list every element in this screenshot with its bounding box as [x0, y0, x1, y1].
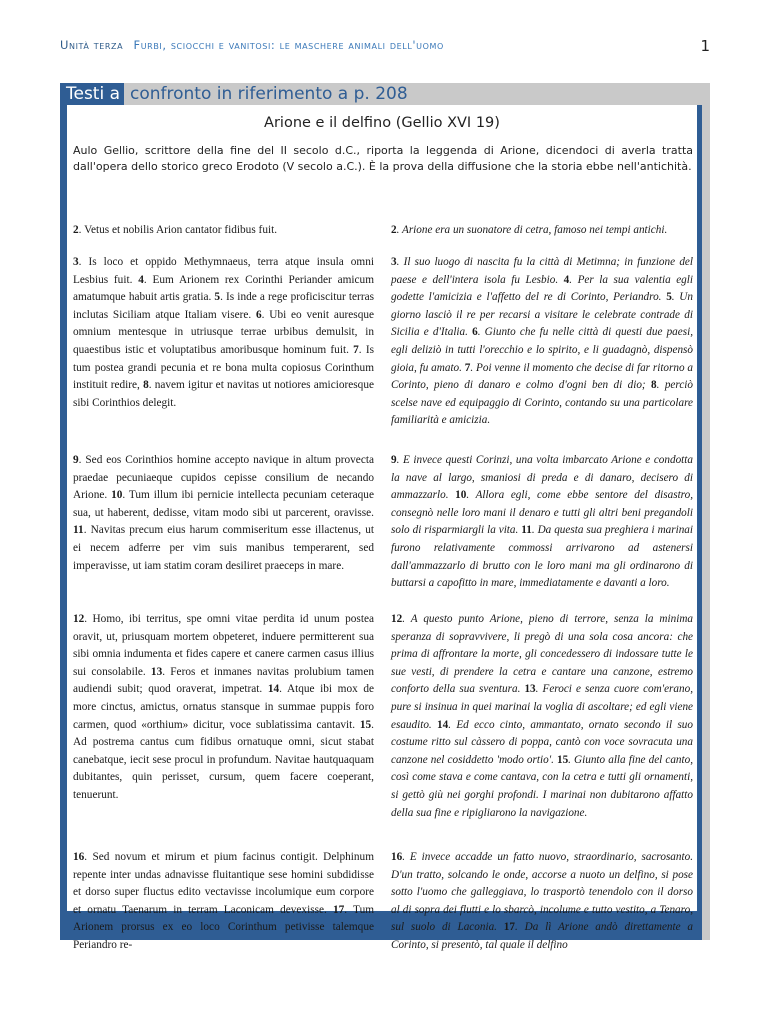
latin-verse-number: 2 — [73, 224, 79, 236]
comparison-box — [60, 83, 710, 951]
italian-verse-number: 14 — [437, 718, 449, 731]
unit-label: Unità terza — [60, 38, 124, 52]
latin-verse-text: . Sed novum et mirum et pium facinus contigit. Delphinum repente inter undas adnavisse fluitantique sese homini subdidisse et dorso super fluctus edito vectavisse incolumique eum corpore et ornatu Taenarum in terram Laconicam devexisse. — [73, 851, 374, 916]
italian-verse-text: . Da questa sua preghiera i marinai furono relativamente commossi arrivarono ad astenersi dall'ammazzarlo di brutto con le loro mani ma gli ordinarono di buttarsi a capofitto in mare, immediatamente e davanti a loro. — [391, 524, 694, 590]
italian-verse-number: 9 — [391, 454, 397, 466]
latin-verse-number: 4 — [138, 273, 144, 286]
box-content — [67, 105, 697, 951]
latin-verse-text: . Atque ibi mox de more cinctus, amictus, ornatus stansque in summae puppis foro carmen, quod «orthium» dicitur, voce sublatissima cantavit. — [73, 683, 375, 731]
story-title: Arione e il delfino (Gellio XVI 19) — [264, 115, 500, 131]
italian-verse-number: 11 — [521, 524, 532, 537]
italian-verse-number: 5 — [666, 291, 672, 304]
latin-verse-text: . Sed eos Corinthios homine accepto navique in altum provecta praedae pecuniaeque cupidos cepisse consilium de necando Arione. — [73, 454, 374, 502]
italian-verse-number: 6 — [472, 326, 478, 339]
box-title: confronto in riferimento a p. 208 — [130, 84, 408, 104]
latin-verse-text: . Vetus et nobilis Arion cantator fidibus fuit. — [78, 224, 278, 236]
italian-verse-text: . perciò scelse nave ed equipaggio di Corinto, contando su una particolare familiarità e amicizia. — [391, 379, 693, 427]
italian-verse-number: 16 — [391, 851, 403, 863]
latin-verse-number: 11 — [73, 524, 84, 537]
latin-paragraph — [73, 849, 374, 955]
italian-verse-text: . E invece accadde un fatto nuovo, straordinario, sacrosanto. D'un tratto, solcando le onde, accorse a nuoto un delfino, si pose sotto l'uomo che galleggiava, lo trasportò tenendolo con il dorso al di sopra dei flutti e lo sbarcò, incolume e tutto vestito, a Tenaro, sul suolo di Laconia. — [391, 851, 693, 934]
italian-verse-text: . Allora egli, come ebbe sentore del disastro, consegnò nelle loro mani il denaro e tutti gli altri beni pregandoli solo di risparmiargli la vita. — [391, 489, 694, 537]
latin-verse-number: 17 — [333, 903, 345, 916]
latin-verse-number: 13 — [150, 665, 163, 678]
italian-verse-text: . Giunto che fu nelle città di questi due paesi, egli deliziò in tutti l'orecchio e lo spirito, e li guadagnò, dispensò gioia, fu amato. — [391, 326, 694, 374]
italian-verse-number: 2 — [391, 224, 397, 236]
italian-verse-text: . Poi venne il momento che decise di far ritorno a Corinto, pieno di danaro e colmo d'ogni ben di dio; — [391, 361, 693, 392]
latin-verse-text: . Tum illum ibi pernicie intellecta pecuniam ceteraque sua, ut haberent, dedisse, vitam modo sibi ut parcerent, oravisse. — [73, 489, 374, 519]
italian-verse-text: . Feroci e senza cuore com'erano, pure si insinua in quei marinai la voglia di ascoltare; ed egli viene esaudito. — [391, 683, 693, 731]
latin-verse-text: . Eum Arionem rex Corinthi Periander amicum amatumque habuit artis gratia. — [73, 273, 374, 304]
italian-paragraph — [391, 452, 693, 593]
italian-verse-number: 10 — [455, 489, 467, 502]
unit-title: Furbi, sciocchi e vanitosi: le maschere animali dell'uomo — [133, 38, 444, 52]
italian-verse-number: 7 — [464, 361, 471, 374]
latin-verse-number: 6 — [256, 308, 262, 321]
italian-verse-number: 17 — [503, 921, 515, 934]
italian-paragraph — [391, 849, 693, 955]
latin-verse-number: 14 — [267, 683, 280, 696]
latin-verse-text: . Ubi eo venit auresque omnium mentesque in utriusque terrae urbibus demulsit, in quaestibus istic et voluptatibus amoribusque hominum fuit. — [73, 308, 375, 356]
latin-verse-number: 16 — [73, 851, 85, 863]
page-header — [60, 38, 710, 58]
latin-verse-text: . Is loco et oppido Methymnaeus, terra atque insula omni Lesbius fuit. — [73, 256, 374, 286]
latin-verse-text: . Homo, ibi territus, spe omni vitae perdita id unum postea oravit, ut, priusquam mortem obpeteret, induere permitterent sua sibi omnia indumenta et fides capere et canere carmen casus illius sui consolabile. — [73, 613, 374, 678]
italian-paragraph — [391, 611, 693, 822]
latin-paragraph — [73, 452, 374, 575]
italian-verse-number: 8 — [651, 379, 657, 392]
italian-verse-text: . E invece questi Corinzi, una volta imbarcato Arione e condotta la nave al largo, smaniosi di preda e di danaro, decisero di ammazzarlo. — [391, 454, 693, 502]
latin-verse-number: 12 — [73, 613, 85, 625]
latin-verse-number: 9 — [73, 454, 79, 466]
latin-verse-text: . Feros et inmanes navitas prolubium tamen audiendi subit; quod oraverat, impetrat. — [73, 665, 374, 696]
italian-verse-number: 3 — [391, 256, 397, 268]
italian-verse-text: . Per la sua valentia egli godette l'amicizia e l'affetto del re di Corinto, Periandro. — [391, 273, 693, 304]
latin-verse-number: 5 — [214, 291, 221, 304]
italian-verse-text: . Arione era un suonatore di cetra, famoso nei tempi antichi. — [396, 224, 668, 236]
latin-paragraph — [73, 254, 374, 412]
italian-paragraph — [391, 254, 693, 430]
italian-verse-number: 15 — [556, 753, 569, 766]
italian-verse-number: 13 — [524, 683, 536, 696]
latin-verse-text: . Tum Arionem prorsus ex eo loco Corinthum petivisse talemque Periandro re- — [73, 903, 374, 951]
latin-verse-number: 10 — [111, 489, 123, 502]
latin-verse-text: . Is inde a rege proficiscitur terras inclutas Siciliam atque Italiam visere. — [73, 291, 374, 321]
box-label: Testi a — [60, 83, 124, 105]
latin-verse-number: 15 — [359, 718, 372, 731]
italian-verse-text: . Ed ecco cinto, ammantato, ornato secondo il suo costume ritto sul càssero di poppa, cantò con voce sovracuta una canzone nel cosiddetto 'modo ortio'. — [391, 718, 693, 766]
latin-verse-text: . Ad postrema cantus cum fidibus ornatuque omni, sicut stabat canebatque, iecit sese procul in profundum. Navitae hautquaquam dubitantes, quin perisset, cursum, quem facere coeperant, tenuerunt. — [73, 718, 374, 801]
latin-verse-number: 7 — [353, 343, 359, 356]
intro-text: Aulo Gellio, scrittore della fine del II secolo d.C., riporta la leggenda di Arione, dicendoci di averla tratta dall'opera dello storico greco Erodoto (V secolo a.C.). È la prova della diffusione che la storia ebbe nell'antichità. — [73, 144, 693, 173]
latin-verse-text: . Navitas precum eius harum commiseritum esse illactenus, ut ei necem adferre per vim suis manibus temperarent, sed imperavisse, ut iam statim coram desiliret praeceps in mare. — [73, 524, 374, 572]
italian-paragraph — [391, 222, 693, 240]
italian-verse-text: . Un giorno lasciò il re per recarsi a visitare le celebrate contrade di Sicilia e d'Italia. — [391, 291, 693, 339]
latin-verse-text: . Is tum postea grandi pecunia et re bona multa copiosus Corinthum instituit redire, — [73, 343, 374, 392]
italian-verse-text: . Giunto alla fine del canto, così come stava e come cantava, con la cetra e tutti gli ornamenti, si gettò giù nei gorghi profondi. I marinai non dubitarono affatto della sua fine e ripigliarono la navigazione. — [391, 753, 694, 819]
italian-verse-text: . Il suo luogo di nascita fu la città di Metimna; in funzione del paese e dell'intera isola fu Lesbio. — [391, 256, 693, 286]
italian-verse-number: 12 — [391, 613, 403, 625]
latin-verse-text: . navem igitur et navitas ut notiores amicioresque sibi Corinthios delegit. — [73, 379, 374, 409]
page-number: 1 — [700, 37, 710, 55]
latin-verse-number: 8 — [143, 379, 149, 392]
latin-paragraph — [73, 611, 374, 805]
latin-verse-number: 3 — [73, 256, 79, 268]
latin-paragraph — [73, 222, 374, 240]
italian-verse-text: . A questo punto Arione, pieno di terrore, senza la minima speranza di sopravvivere, li pregò di una sola cosa ancora: che prima di affrontare la morte, gli concedessero di indossare tutte le sue vesti, di prendere la cetra e cantare una canzone, estremo conforto della sua sventura. — [391, 613, 693, 696]
italian-verse-number: 4 — [563, 273, 570, 286]
italian-verse-text: . Da lì Arione andò direttamente a Corinto, si presentò, tal quale il delfino — [391, 921, 694, 951]
